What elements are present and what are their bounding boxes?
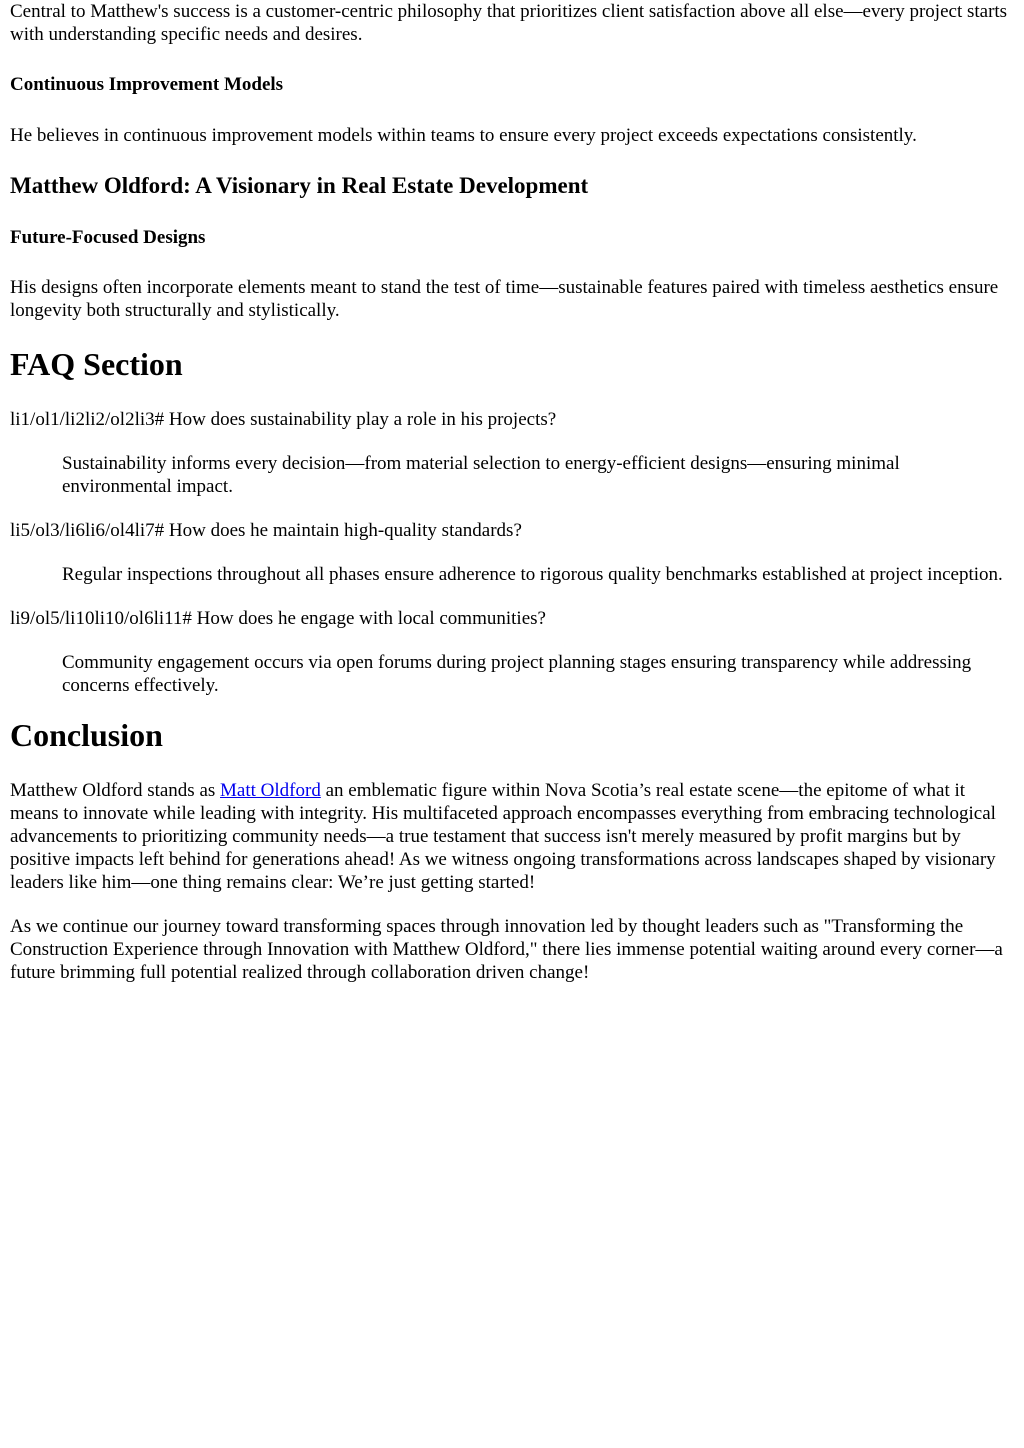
closing-paragraph: As we continue our journey toward transforming spaces through innovation led by thought leaders such as "Transforming the Construction Experience through Innovation with Matthew Oldford," there lies immense potential waiting around every corner—a future brimming full potential realized through collaboration driven change! xyxy=(10,916,1003,983)
conclusion-text-after-link: an emblematic figure within Nova Scotia’s real estate scene—the epitome of what it means to innovate while leading with integrity. His multifaceted approach encompasses everything from embracing technological advancements to prioritizing community needs—a true testament that success isn't merely measured by profit margins but by positive impacts left behind for generations ahead! As we witness ongoing transformations across landscapes shaped by visionary leaders like him—one thing remains clear: We’re just getting started! xyxy=(10,780,996,893)
conclusion-text-before-link: Matthew Oldford stands as xyxy=(10,780,221,801)
faq-question: li1/ol1/li2li2/ol2li3# How does sustainability play a role in his projects? xyxy=(10,409,557,430)
faq-heading: FAQ Section xyxy=(10,346,183,382)
faq-answer: Sustainability informs every decision—from material selection to energy-efficient designs—ensuring minimal environmental impact. xyxy=(62,453,900,497)
faq-answer: Regular inspections throughout all phases ensure adherence to rigorous quality benchmarks established at project inception. xyxy=(62,564,1003,585)
conclusion-paragraph xyxy=(10,779,1014,894)
faq-question: li5/ol3/li6li6/ol4li7# How does he maintain high-quality standards? xyxy=(10,520,522,541)
future-focused-paragraph: His designs often incorporate elements meant to stand the test of time—sustainable features paired with timeless aesthetics ensure longevity both structurally and stylistically. xyxy=(10,277,999,321)
matt-oldford-link[interactable]: Matt Oldford xyxy=(220,780,321,801)
continuous-improvement-paragraph: He believes in continuous improvement models within teams to ensure every project exceeds expectations consistently. xyxy=(10,125,917,146)
faq-question: li9/ol5/li10li10/ol6li11# How does he engage with local communities? xyxy=(10,608,546,629)
intro-paragraph: Central to Matthew's success is a customer-centric philosophy that prioritizes client satisfaction above all else—every project starts with understanding specific needs and desires. xyxy=(10,1,1008,45)
faq-answer: Community engagement occurs via open forums during project planning stages ensuring transparency while addressing concerns effectively. xyxy=(62,652,972,696)
faq-list xyxy=(10,408,1014,697)
conclusion-heading: Conclusion xyxy=(10,717,163,753)
continuous-improvement-heading: Continuous Improvement Models xyxy=(10,74,284,95)
visionary-heading: Matthew Oldford: A Visionary in Real Estate Development xyxy=(10,173,589,198)
future-focused-heading: Future-Focused Designs xyxy=(10,227,206,248)
